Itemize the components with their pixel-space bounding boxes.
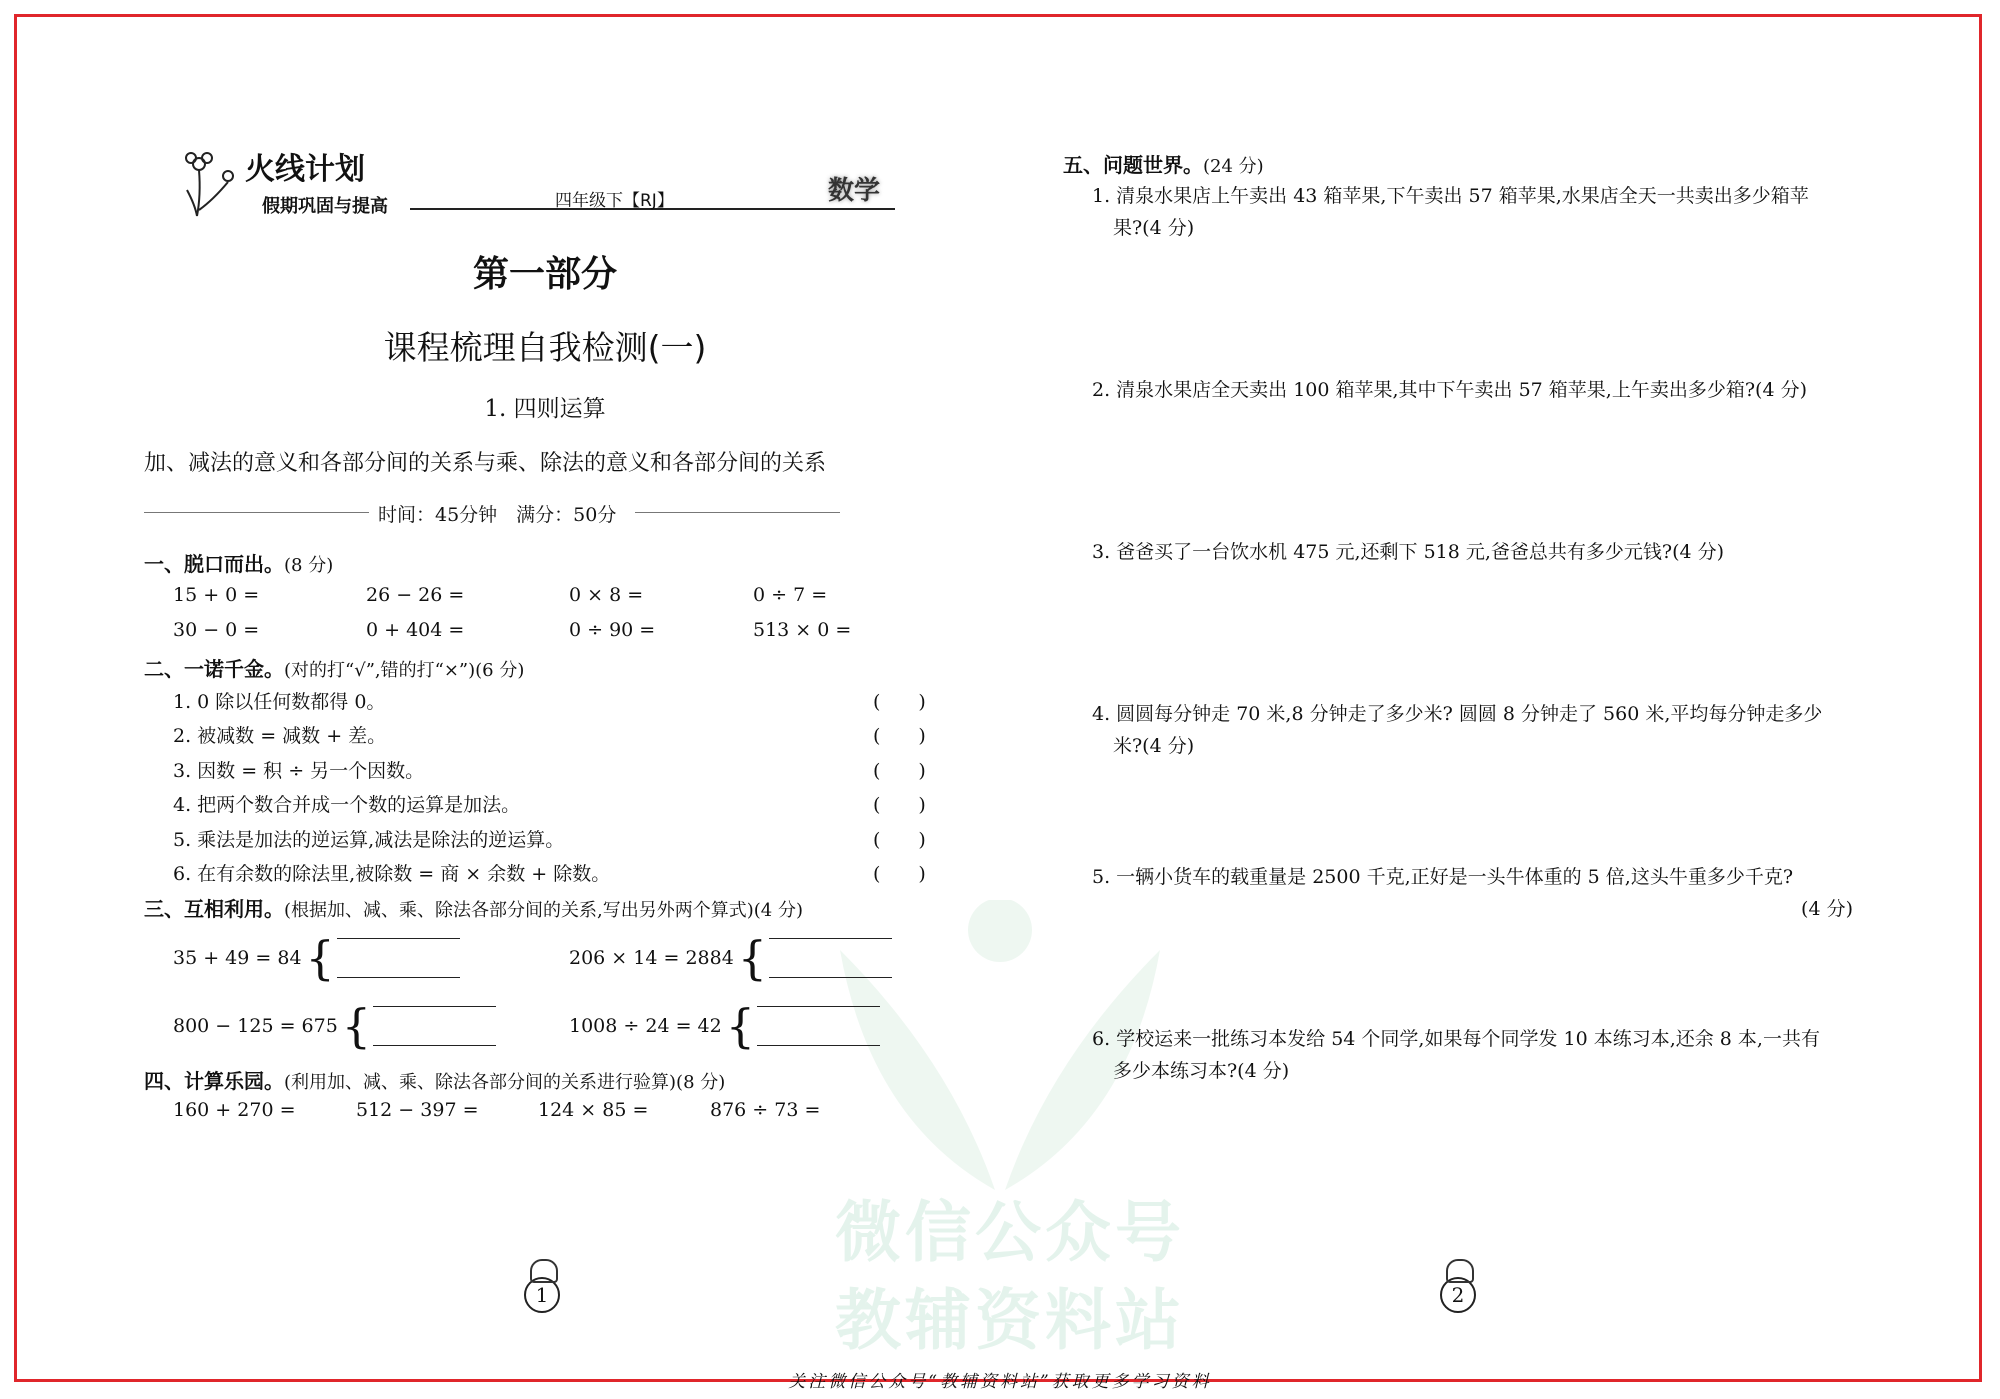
answer-blank[interactable]: ( ) [873, 691, 926, 713]
answer-blank[interactable]: ( ) [873, 863, 926, 885]
answer-lines[interactable] [373, 1006, 496, 1046]
watermark-line-2: 教辅资料站 [835, 1282, 1185, 1359]
given-equation: 35 + 49 = 84 [173, 947, 302, 969]
calc-item: 124 × 85 = [538, 1099, 649, 1121]
brace-icon: { [305, 931, 335, 985]
brace-icon: { [737, 931, 768, 985]
part-title: 第一部分 [472, 253, 617, 295]
section-2-heading: 二、一诺千金。(对的打“√”,错的打“×”)(6 分) [144, 657, 525, 681]
brand-title: 火线计划 [245, 152, 365, 187]
section-1-heading: 一、脱口而出。(8 分) [144, 552, 334, 576]
answer-lines[interactable] [769, 938, 892, 978]
oral-calc-item: 513 × 0 = [753, 619, 852, 641]
grade-label: 四年级下【RJ】 [555, 191, 674, 211]
answer-lines[interactable] [337, 938, 460, 978]
answer-blank[interactable]: ( ) [873, 725, 926, 747]
given-equation: 206 × 14 = 2884 [569, 947, 734, 969]
flower-logo-icon [183, 150, 243, 220]
problem-text: 3. 爸爸买了一台饮水机 475 元,还剩下 518 元,爸爸总共有多少元钱?(4 分) [1092, 541, 1725, 563]
equation-group [173, 932, 460, 984]
tf-statement: 6. 在有余数的除法里,被除数 = 商 × 余数 + 除数。 [173, 863, 611, 885]
answer-blank[interactable]: ( ) [873, 760, 926, 782]
subject-badge: 数学 [828, 176, 881, 206]
problem-score: (4 分) [1801, 898, 1853, 920]
calc-item: 876 ÷ 73 = [710, 1099, 821, 1121]
oral-calc-item: 30 − 0 = [173, 619, 260, 641]
answer-blank[interactable]: ( ) [873, 794, 926, 816]
footer-note: 关注微信公众号“教辅资料站”获取更多学习资料 [788, 1372, 1212, 1392]
unit-title: 1. 四则运算 [484, 396, 606, 422]
problem-text: 米?(4 分) [1113, 735, 1195, 757]
tf-statement: 3. 因数 = 积 ÷ 另一个因数。 [173, 760, 425, 782]
tf-statement: 4. 把两个数合并成一个数的运算是加法。 [173, 794, 521, 816]
calc-item: 512 − 397 = [356, 1099, 479, 1121]
series-subtitle: 假期巩固与提高 [262, 196, 388, 217]
watermark-line-1: 微信公众号 [835, 1194, 1185, 1271]
equation-group [569, 932, 892, 984]
time-score-info: 时间：45分钟 满分：50分 [378, 504, 617, 526]
section-5-heading: 五、问题世界。(24 分) [1063, 153, 1264, 177]
problem-text: 6. 学校运来一批练习本发给 54 个同学,如果每个同学发 10 本练习本,还余 8 本,一共有 [1092, 1028, 1820, 1050]
given-equation: 1008 ÷ 24 = 42 [569, 1015, 722, 1037]
problem-text: 5. 一辆小货车的载重量是 2500 千克,正好是一头牛体重的 5 倍,这头牛重多少千克? [1092, 866, 1794, 888]
answer-lines[interactable] [757, 1006, 880, 1046]
answer-blank[interactable]: ( ) [873, 829, 926, 851]
section-4-heading: 四、计算乐园。(利用加、减、乘、除法各部分间的关系进行验算)(8 分) [144, 1069, 726, 1093]
equation-group [173, 1000, 496, 1052]
page-number-1: 1 [524, 1277, 560, 1313]
test-title: 课程梳理自我检测(一) [383, 328, 707, 367]
section-3-heading: 三、互相利用。(根据加、减、乘、除法各部分间的关系,写出另外两个算式)(4 分) [144, 897, 803, 921]
oral-calc-item: 26 − 26 = [366, 584, 465, 606]
problem-text: 多少本练习本?(4 分) [1113, 1060, 1290, 1082]
oral-calc-item: 0 + 404 = [366, 619, 465, 641]
calc-item: 160 + 270 = [173, 1099, 296, 1121]
brace-icon: { [725, 999, 755, 1053]
problem-text: 4. 圆圆每分钟走 70 米,8 分钟走了多少米? 圆圆 8 分钟走了 560 米,平均每分钟走多少 [1092, 703, 1823, 725]
problem-text: 1. 清泉水果店上午卖出 43 箱苹果,下午卖出 57 箱苹果,水果店全天一共卖出多少箱苹 [1092, 185, 1809, 207]
oral-calc-item: 0 × 8 = [569, 584, 644, 606]
tf-statement: 2. 被减数 = 减数 + 差。 [173, 725, 387, 747]
tf-statement: 5. 乘法是加法的逆运算,减法是除法的逆运算。 [173, 829, 565, 851]
topic-heading: 加、减法的意义和各部分间的关系与乘、除法的意义和各部分间的关系 [144, 451, 827, 476]
given-equation: 800 − 125 = 675 [173, 1015, 338, 1037]
page-number-2: 2 [1440, 1277, 1476, 1313]
equation-group [569, 1000, 880, 1052]
oral-calc-item: 15 + 0 = [173, 584, 260, 606]
oral-calc-item: 0 ÷ 7 = [753, 584, 828, 606]
tf-statement: 1. 0 除以任何数都得 0。 [173, 691, 386, 713]
problem-text: 2. 清泉水果店全天卖出 100 箱苹果,其中下午卖出 57 箱苹果,上午卖出多少箱?(4 分) [1092, 379, 1807, 401]
brace-icon: { [341, 999, 372, 1053]
problem-text: 果?(4 分) [1113, 217, 1195, 239]
oral-calc-item: 0 ÷ 90 = [569, 619, 656, 641]
